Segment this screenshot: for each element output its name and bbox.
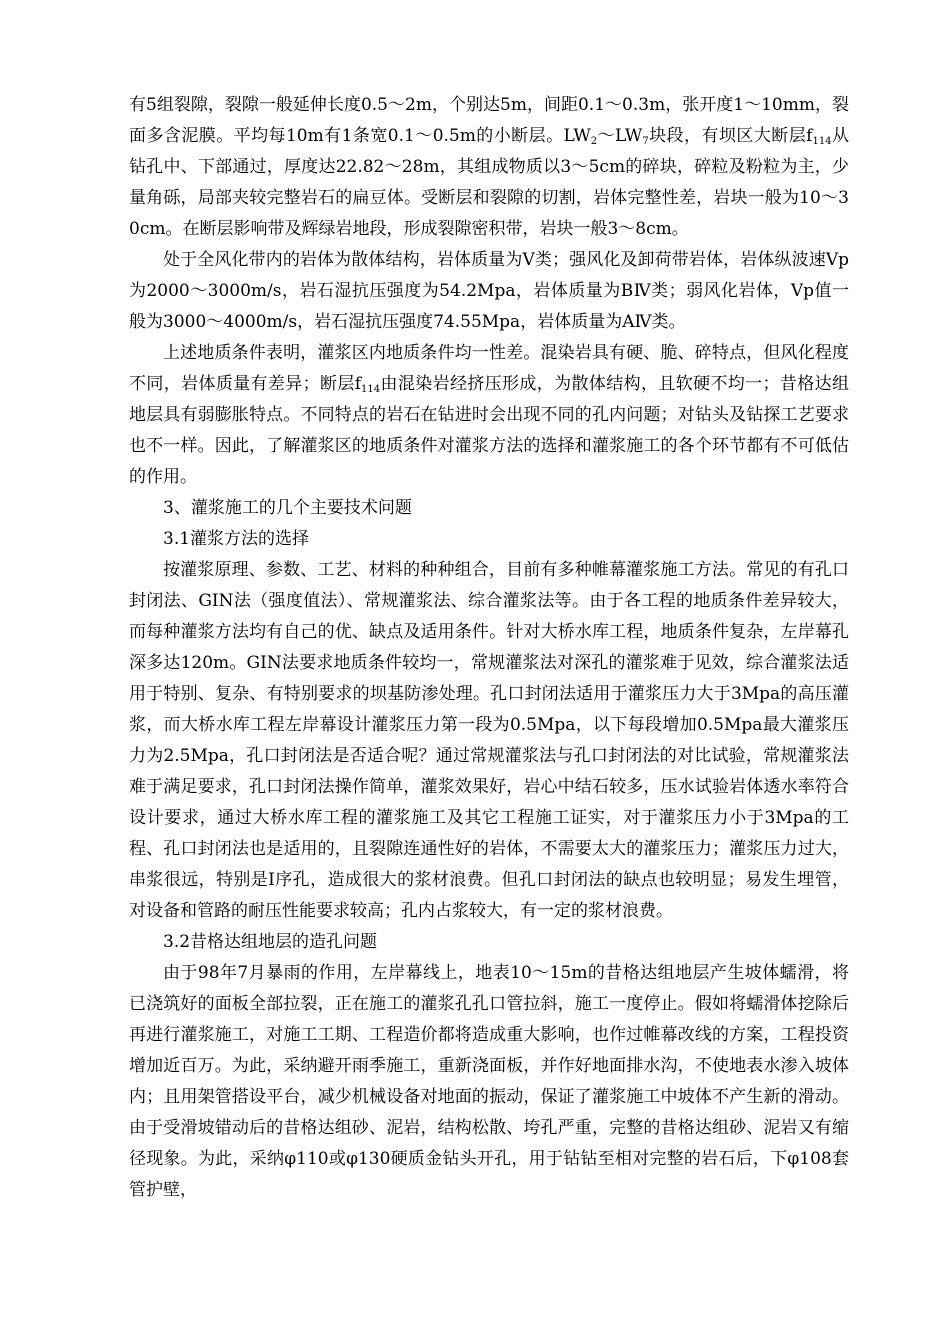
paragraph-geology-summary — [129, 338, 849, 493]
text-run: 从钻孔中、下部通过，厚度达22.82～28m，其组成物质以3～5cm的碎块，碎粒及粉粒为主，少量角砾，局部夹较完整岩石的扁豆体。受断层和裂隙的切割，岩体完整性差，岩块一般为10～30cm。在断层影响带及辉绿岩地段，形成裂隙密积带，岩块一般3～8cm。 — [129, 126, 849, 239]
paragraph-drilling-problem: 由于98年7月暴雨的作用，左岸幕线上，地表10～15m的昔格达组地层产生坡体蠕滑，将已浇筑好的面板全部拉裂，正在施工的灌浆孔孔口管拉斜，施工一度停止。假如将蠕滑体挖除后再进行灌浆施工，对施工工期、工程造价都将造成重大影响，也作过帷幕改线的方案，工程投资增加近百万。为此，采纳避开雨季施工，重新浇面板，并作好地面排水沟，不使地表水渗入坡体内；且用架管搭设平台，减少机械设备对地面的振动，保证了灌浆施工中坡体不产生新的滑动。由于受滑坡错动后的昔格达组砂、泥岩，结构松散、垮孔严重，完整的昔格达组砂、泥岩又有缩径现象。为此，采纳φ110或φ130硬质金钻头开孔，用于钻钻至相对完整的岩石后，下φ108套管护壁， — [129, 963, 849, 1200]
subscript: 2 — [590, 136, 598, 147]
subscript: 114 — [812, 136, 832, 147]
section-heading-3: 3、灌浆施工的几个主要技术问题 — [163, 498, 412, 518]
text-run: 由混染岩经挤压形成，为散体结构，且软硬不均一；昔格达组地层具有弱膨胀特点。不同特点的岩石在钻进时会出现不同的孔内问题；对钻头及钻探工艺要求也不一样。因此，了解灌浆区的地质条件对灌浆方法的选择和灌浆施工的各个环节都有不可低估的作用。 — [129, 374, 850, 487]
text-run: 块段，有坝区大断层f — [648, 126, 813, 146]
paragraph-rock-quality: 处于全风化带内的岩体为散体结构，岩体质量为Ⅴ类；强风化及卸荷带岩体，岩体纵波速Vp为2000～3000m/s，岩石湿抗压强度为54.2Mpa，岩体质量为BⅣ类；弱风化岩体，Vp值一般为3000～4000m/s，岩石湿抗压强度74.55Mpa，岩体质量为AⅣ类。 — [129, 250, 849, 332]
document-page — [129, 90, 849, 1206]
section-heading-3-2: 3.2昔格达组地层的造孔问题 — [163, 932, 378, 952]
text-run: ～LW — [597, 126, 643, 146]
paragraph-fracture-description — [129, 90, 849, 245]
text-run: 上述地质条件表明，灌浆区内地质条件均一性差。混染岩具有硬、脆、碎特点，但风化程度不同，岩体质量有差异；断层f — [129, 343, 849, 394]
paragraph-grouting-method: 按灌浆原理、参数、工艺、材料的种种组合，目前有多种帷幕灌浆施工方法。常见的有孔口封闭法、GIN法（强度值法）、常规灌浆法、综合灌浆法等。由于各工程的地质条件差异较大，而每种灌浆方法均有自己的优、缺点及适用条件。针对大桥水库工程，地质条件复杂，左岸幕孔深多达120m。GIN法要求地质条件较均一，常规灌浆法对深孔的灌浆难于见效，综合灌浆法适用于特别、复杂、有特别要求的坝基防渗处理。孔口封闭法适用于灌浆压力大于3Mpa的高压灌浆，而大桥水库工程左岸幕设计灌浆压力第一段为0.5Mpa，以下每段增加0.5Mpa最大灌浆压力为2.5Mpa，孔口封闭法是否适合呢？通过常规灌浆法与孔口封闭法的对比试验，常规灌浆法难于满足要求，孔口封闭法操作简单，灌浆效果好，岩心中结石较多，压水试验岩体透水率符合设计要求，通过大桥水库工程的灌浆施工及其它工程施工证实，对于灌浆压力小于3Mpa的工程、孔口封闭法也是适用的，且裂隙连通性好的岩体，不需要太大的灌浆压力；灌浆压力过大，串浆很远，特别是Ⅰ序孔，造成很大的浆材浪费。但孔口封闭法的缺点也较明显；易发生埋管，对设备和管路的耐压性能要求较高；孔内占浆较大，有一定的浆材浪费。 — [129, 560, 849, 921]
subscript: 114 — [361, 384, 381, 395]
text-run: 有5组裂隙，裂隙一般延伸长度0.5～2m，个别达5m，间距0.1～0.3m，张开度1～10mm，裂面多含泥膜。平均每10m有1条宽0.1～0.5m的小断层。LW — [129, 95, 849, 146]
section-heading-3-1: 3.1灌浆方法的选择 — [163, 529, 310, 549]
subscript: 7 — [642, 136, 649, 147]
